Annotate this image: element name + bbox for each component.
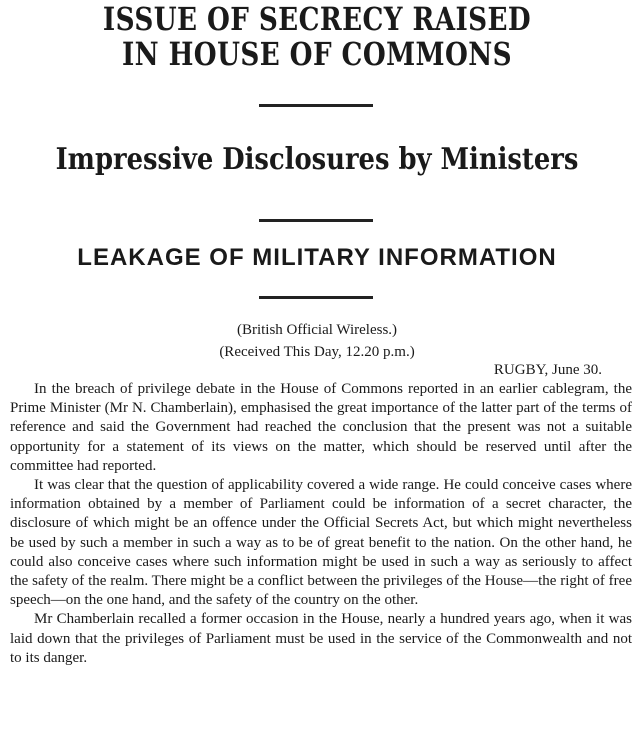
divider-rule (259, 296, 373, 299)
headline-line-2: IN HOUSE OF COMMONS (121, 35, 513, 73)
divider-rule (259, 104, 373, 107)
body-paragraph: Mr Chamberlain recalled a former occasion in the House, nearly a hundred years ago, when it was laid down that the privileges of Parliament must be used in the service of the Commonwealth and not to its danger. (10, 611, 632, 666)
section-heading: LEAKAGE OF MILITARY INFORMATION (77, 244, 557, 271)
body-paragraph: It was clear that the question of applicability covered a wide range. He could conceive cases where information obtained by a member of Parliament could be information of a secret character, the disclosure of which might be an offence under the Official Secrets Act, but which might nevertheless be used by such a member in such a way as to be of great benefit to the nation. On the other hand, he could also conceive cases where such information might be used in such a way as seriously to affect the safety of the realm. There might be a conflict between the privileges of the House—the right of free speech—on the one hand, and the safety of the country on the other. (10, 477, 632, 609)
body-paragraph: In the breach of privilege debate in the House of Commons reported in an earlier cablegram, the Prime Minister (Mr N. Chamberlain), emphasised the great importance of the latter part of the terms of reference and said the Government had reached the conclusion that the present was not a suitable opportunity for a statement of its views on the matter, which should be reserved until after the committee had reported. (10, 381, 632, 474)
subheadline: Impressive Disclosures by Ministers (55, 142, 579, 177)
credit-source: (British Official Wireless.) (236, 322, 398, 338)
article-body (10, 380, 632, 668)
headline-line-1: ISSUE OF SECRECY RAISED (102, 0, 532, 38)
dateline: RUGBY, June 30. (493, 362, 602, 378)
divider-rule (259, 219, 373, 222)
credit-received: (Received This Day, 12.20 p.m.) (219, 344, 415, 360)
